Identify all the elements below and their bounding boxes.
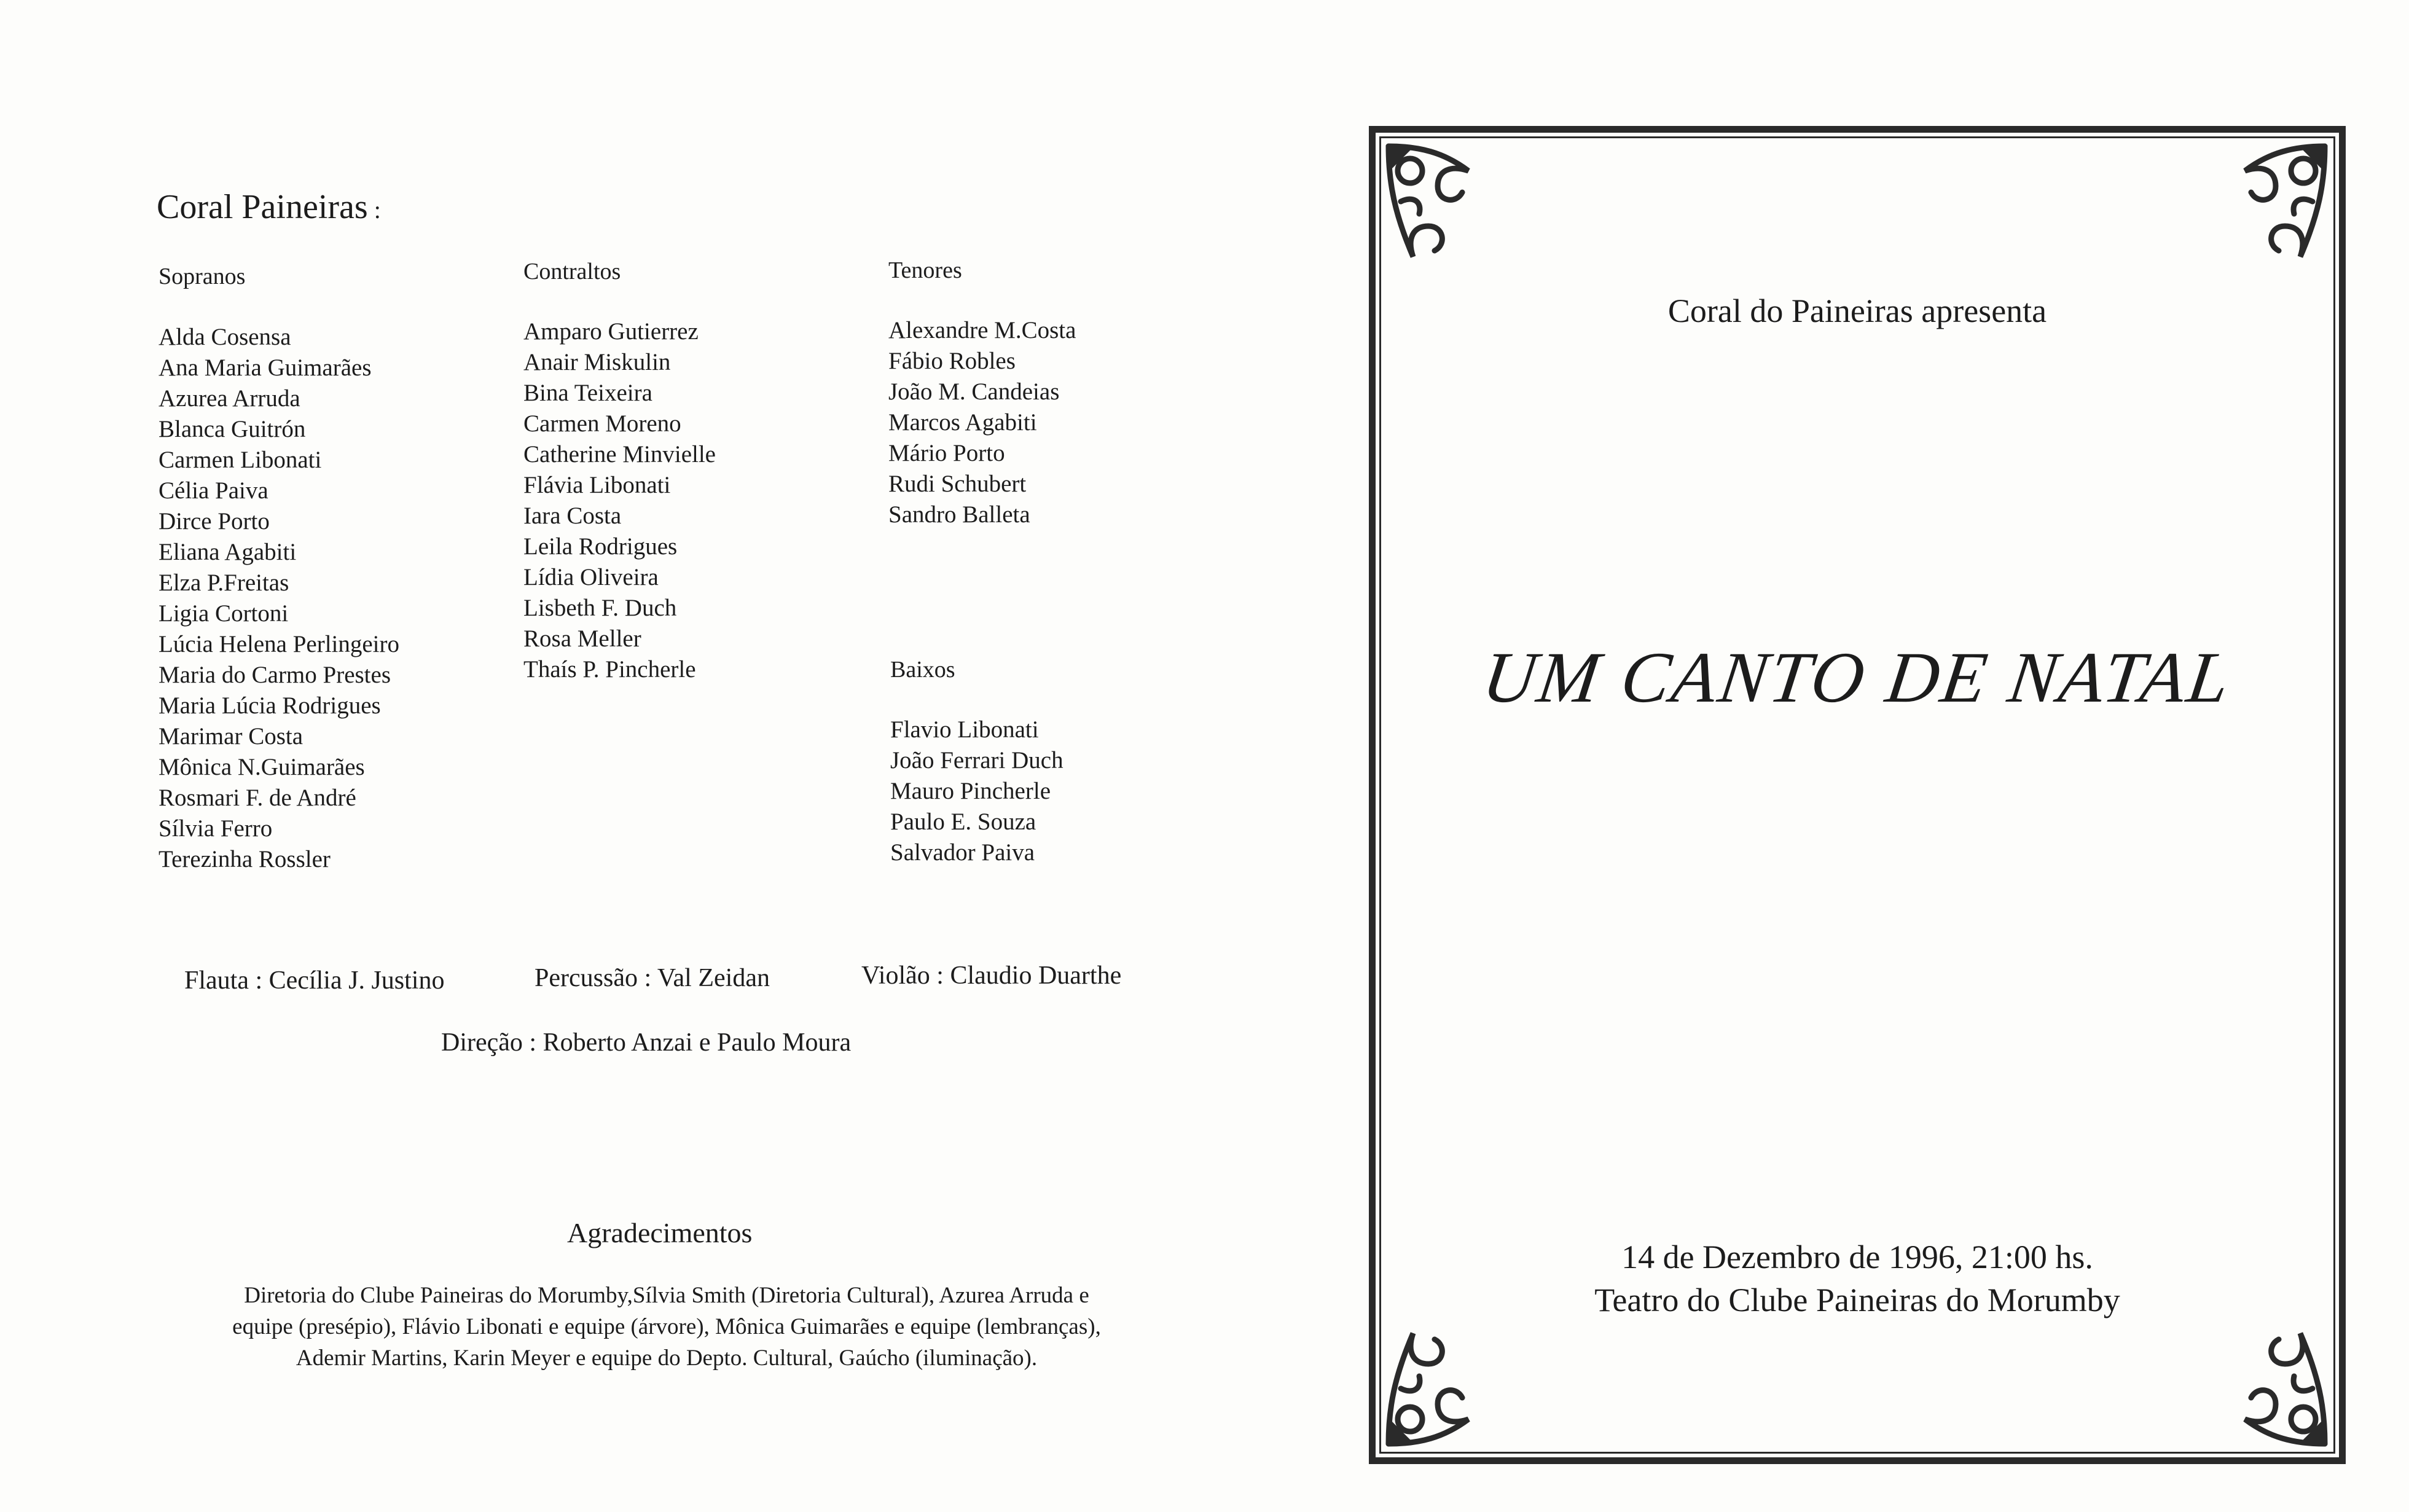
concert-title: UM CANTO DE NATAL [1478, 637, 2237, 718]
sopranos-name: Dirce Porto [159, 508, 270, 535]
baixos-name: Mauro Pincherle [890, 778, 1051, 804]
sopranos-name: Eliana Agabiti [159, 539, 297, 565]
contraltos-name: Carmen Moreno [523, 410, 681, 437]
tenores-name: Mário Porto [888, 440, 1005, 466]
sopranos-name: Ana Maria Guimarães [159, 354, 372, 381]
ack-line-1: Diretoria do Clube Paineiras do Morumby,Sílvia Smith (Diretoria Cultural), Azurea Arruda e [244, 1283, 1089, 1308]
contraltos-name: Lídia Oliveira [523, 564, 659, 590]
sopranos-label: Sopranos [159, 264, 246, 289]
ornament-corner-bottom-left-icon [1376, 1315, 1481, 1456]
sopranos-name: Carmen Libonati [159, 447, 322, 473]
ack-line-2: equipe (presépio), Flávio Libonati e equipe (árvore), Mônica Guimarães e equipe (lembranças), [232, 1314, 1101, 1339]
tenores-name: Marcos Agabiti [888, 409, 1037, 436]
credit-direcao: Direção : Roberto Anzai e Paulo Moura [441, 1028, 852, 1057]
sopranos-name: Blanca Guitrón [159, 416, 306, 442]
tenores-name: Fábio Robles [888, 348, 1016, 374]
sopranos-name: Rosmari F. de André [159, 785, 356, 811]
baixos-label: Baixos [890, 657, 955, 683]
ornament-corner-top-left-icon [1376, 134, 1481, 275]
ornament-corner-bottom-right-icon [2233, 1315, 2337, 1456]
tenores-label: Tenores [888, 257, 962, 283]
baixos-name: Flavio Libonati [890, 716, 1039, 743]
sopranos-name: Maria do Carmo Prestes [159, 662, 391, 688]
contraltos-name: Thaís P. Pincherle [523, 656, 696, 683]
concert-venue: Teatro do Clube Paineiras do Morumby [1594, 1282, 2120, 1318]
baixos-name: João Ferrari Duch [890, 747, 1063, 774]
sopranos-name: Mônica N.Guimarães [159, 754, 365, 780]
contraltos-name: Anair Miskulin [523, 349, 671, 375]
contraltos-name: Amparo Gutierrez [523, 318, 699, 345]
contraltos-name: Lisbeth F. Duch [523, 595, 677, 621]
acknowledgements-heading: Agradecimentos [567, 1217, 753, 1248]
sopranos-name: Lúcia Helena Perlingeiro [159, 631, 399, 657]
contraltos-list [523, 316, 716, 685]
sopranos-name: Azurea Arruda [159, 385, 300, 412]
baixos-list [890, 715, 1063, 868]
concert-date-time: 14 de Dezembro de 1996, 21:00 hs. [1621, 1239, 2093, 1275]
sopranos-list [159, 322, 399, 875]
credit-flauta: Flauta : Cecília J. Justino [184, 966, 445, 995]
ack-line-3: Ademir Martins, Karin Meyer e equipe do Depto. Cultural, Gaúcho (iluminação). [296, 1346, 1038, 1371]
tenores-name: João M. Candeias [888, 378, 1060, 405]
baixos-name: Salvador Paiva [890, 839, 1035, 866]
tenores-list [888, 315, 1076, 530]
choir-heading: Coral Paineiras : [157, 188, 381, 226]
contraltos-name: Leila Rodrigues [523, 533, 678, 560]
sopranos-name: Marimar Costa [159, 723, 304, 750]
tenores-name: Sandro Balleta [888, 501, 1030, 528]
sopranos-name: Elza P.Freitas [159, 570, 289, 596]
tenores-name: Rudi Schubert [888, 471, 1027, 497]
contraltos-name: Iara Costa [523, 503, 622, 529]
sopranos-name: Terezinha Rossler [159, 846, 331, 872]
credit-percussao: Percussão : Val Zeidan [535, 964, 770, 992]
sopranos-name: Maria Lúcia Rodrigues [159, 692, 381, 719]
contraltos-name: Bina Teixeira [523, 380, 652, 406]
baixos-name: Paulo E. Souza [890, 809, 1036, 835]
ornament-corner-top-right-icon [2233, 134, 2337, 275]
sopranos-name: Célia Paiva [159, 477, 268, 504]
sopranos-name: Alda Cosensa [159, 324, 291, 350]
tenores-name: Alexandre M.Costa [888, 317, 1076, 343]
sopranos-name: Ligia Cortoni [159, 600, 289, 627]
presents-line: Coral do Paineiras apresenta [1667, 292, 2047, 329]
contraltos-name: Rosa Meller [523, 625, 641, 652]
contraltos-name: Catherine Minvielle [523, 441, 716, 468]
credit-violao: Violão : Claudio Duarthe [861, 962, 1122, 990]
contraltos-name: Flávia Libonati [523, 472, 671, 498]
sopranos-name: Sílvia Ferro [159, 815, 273, 842]
acknowledgements-text [144, 1280, 1189, 1374]
contraltos-label: Contraltos [523, 259, 621, 284]
